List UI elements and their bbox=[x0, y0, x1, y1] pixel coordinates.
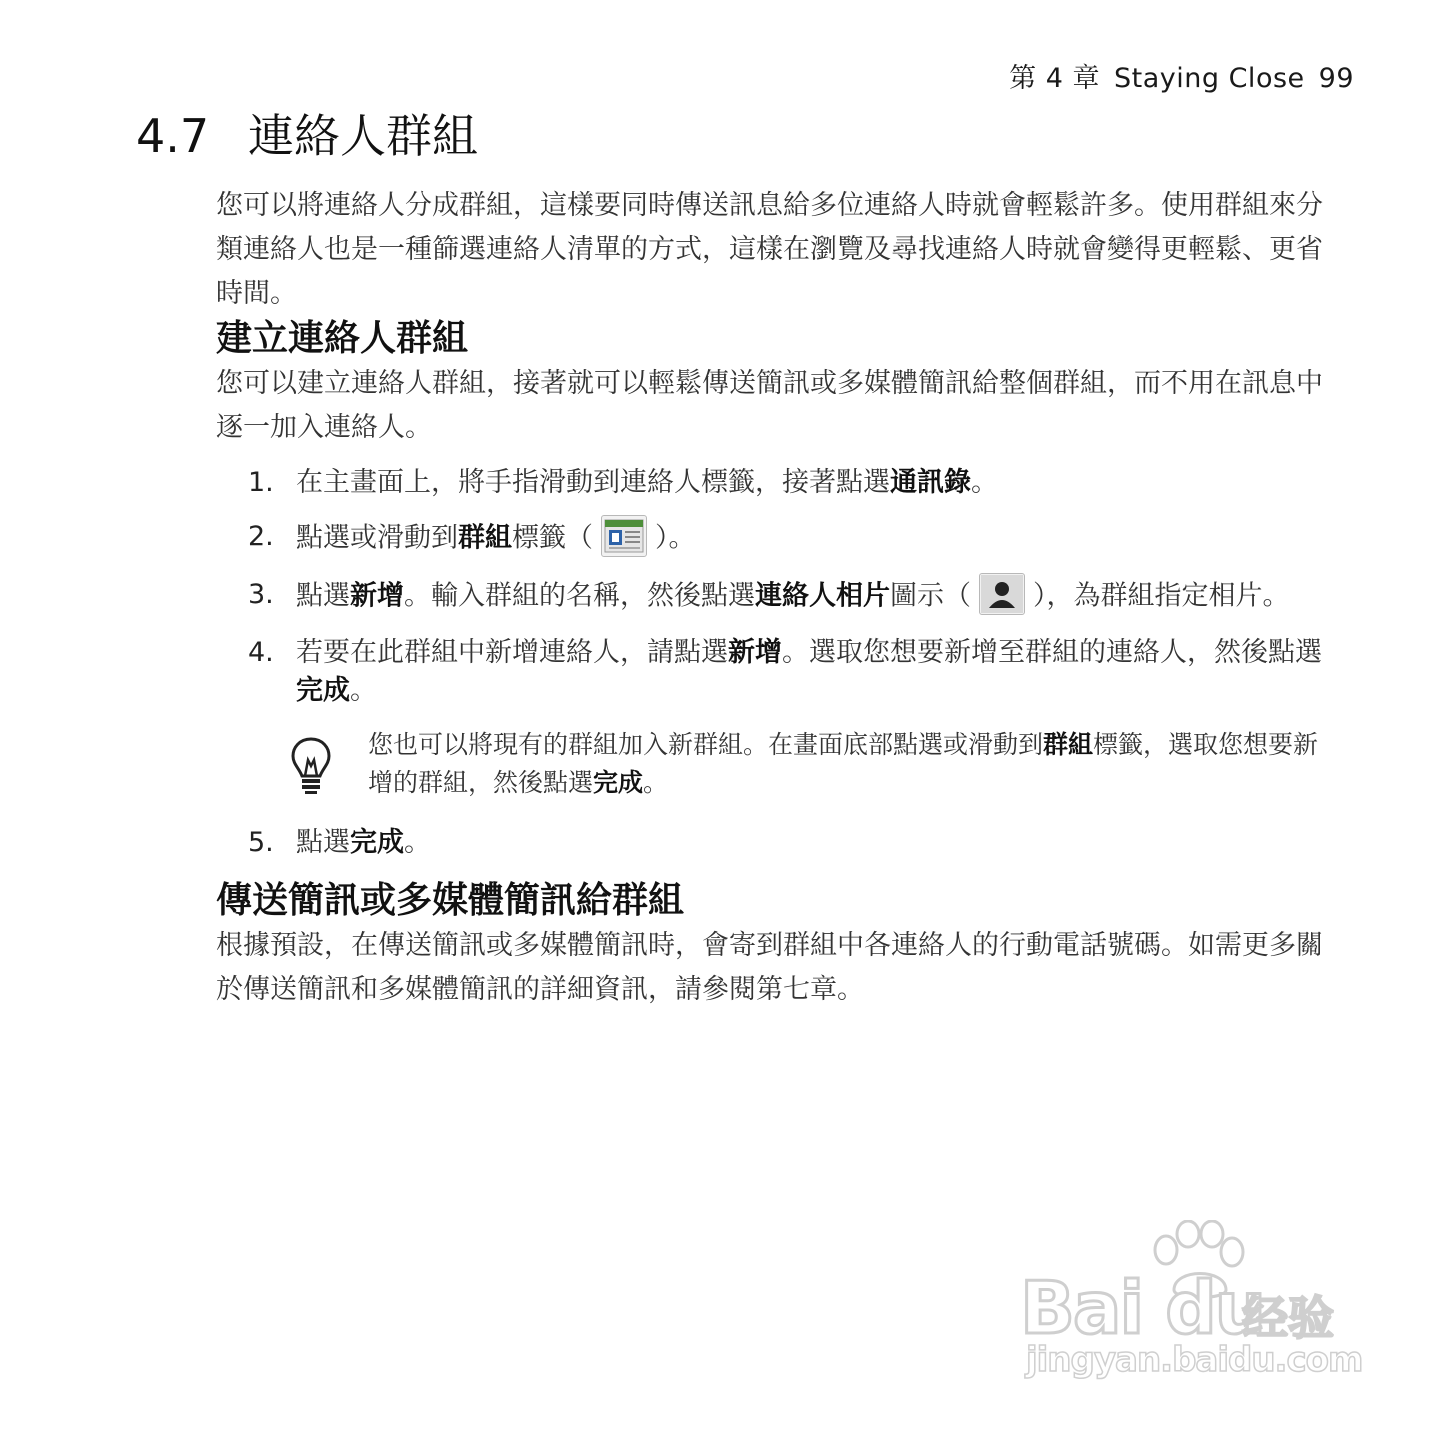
step-text: 點選 bbox=[296, 827, 350, 858]
step-text: 。 bbox=[971, 467, 998, 498]
tip-box bbox=[288, 726, 1332, 802]
step-text: 在主畫面上，將手指滑動到連絡人標籤，接著點選 bbox=[296, 467, 890, 498]
step-1 bbox=[216, 464, 1332, 502]
step-emphasis: 通訊錄 bbox=[890, 467, 971, 498]
lightbulb-tip-icon bbox=[290, 736, 332, 807]
step-text: 。 bbox=[350, 675, 377, 706]
watermark-url: jingyan.baidu.com bbox=[1026, 1340, 1363, 1380]
step-text: 點選或滑動到 bbox=[296, 522, 458, 554]
page-number: 99 bbox=[1318, 63, 1354, 94]
tip-text: 標籤，選取您想要新增的群組，然後點選 bbox=[368, 730, 1319, 797]
watermark-brand-cn: 经验 bbox=[1242, 1291, 1334, 1345]
step-number: 4. bbox=[248, 637, 274, 668]
step-emphasis: 完成 bbox=[296, 675, 350, 706]
step-text: 標籤（ bbox=[512, 522, 593, 554]
section-title-text: 連絡人群組 bbox=[248, 109, 478, 163]
step-2 bbox=[216, 518, 1332, 560]
steps-list-continued bbox=[216, 824, 1332, 862]
chapter-label: 第 4 章 bbox=[1009, 63, 1100, 94]
tip-emphasis: 完成 bbox=[593, 768, 644, 797]
step-text: 若要在此群組中新增連絡人，請點選 bbox=[296, 637, 728, 668]
step-text: 圖示（ bbox=[890, 580, 971, 612]
intro-paragraph: 您可以將連絡人分成群組，這樣要同時傳送訊息給多位連絡人時就會輕鬆許多。使用群組來分類連絡人也是一種篩選連絡人清單的方式，這樣在瀏覽及尋找連絡人時就會變得更輕鬆、更省時間。 bbox=[216, 190, 1323, 309]
step-text: 。選取您想要新增至群組的連絡人，然後點選 bbox=[782, 637, 1322, 668]
tip-emphasis: 群組 bbox=[1043, 730, 1094, 759]
step-4 bbox=[216, 634, 1332, 710]
send-group-heading: 傳送簡訊或多媒體簡訊給群組 bbox=[216, 880, 685, 921]
section-title bbox=[136, 100, 478, 166]
watermark-brand: Bai du bbox=[1020, 1266, 1265, 1350]
step-number: 3. bbox=[248, 579, 274, 610]
step-text: 。輸入群組的名稱，然後點選 bbox=[404, 580, 755, 612]
step-emphasis: 連絡人相片 bbox=[755, 580, 890, 612]
step-emphasis: 完成 bbox=[350, 827, 404, 858]
contact-photo-icon bbox=[979, 573, 1025, 615]
book-title: Staying Close bbox=[1114, 63, 1305, 94]
create-group-intro: 您可以建立連絡人群組，接著就可以輕鬆傳送簡訊或多媒體簡訊給整個群組，而不用在訊息中逐一加入連絡人。 bbox=[216, 368, 1323, 443]
step-number: 2. bbox=[248, 521, 274, 552]
section-number: 4.7 bbox=[136, 109, 210, 163]
step-emphasis: 新增 bbox=[728, 637, 782, 668]
steps-list bbox=[216, 464, 1332, 710]
tip-text: 。 bbox=[643, 768, 669, 797]
step-emphasis: 群組 bbox=[458, 522, 512, 554]
step-text: ），為群組指定相片。 bbox=[1033, 580, 1290, 612]
groups-tab-icon bbox=[601, 515, 647, 557]
step-number: 5. bbox=[248, 827, 274, 858]
send-group-body: 根據預設，在傳送簡訊或多媒體簡訊時，會寄到群組中各連絡人的行動電話號碼。如需更多關於傳送簡訊和多媒體簡訊的詳細資訊，請參閱第七章。 bbox=[216, 930, 1323, 1005]
step-text: 點選 bbox=[296, 580, 350, 612]
page-content bbox=[216, 184, 1332, 1012]
step-number: 1. bbox=[248, 467, 274, 498]
step-text: 。 bbox=[404, 827, 431, 858]
step-emphasis: 新增 bbox=[350, 580, 404, 612]
create-group-heading: 建立連絡人群組 bbox=[216, 318, 469, 359]
tip-text: 您也可以將現有的群組加入新群組。在畫面底部點選或滑動到 bbox=[368, 730, 1044, 759]
baidu-watermark bbox=[1020, 1220, 1363, 1380]
step-3 bbox=[216, 576, 1332, 618]
step-5 bbox=[216, 824, 1332, 862]
running-header bbox=[995, 56, 1354, 95]
step-text: ）。 bbox=[655, 522, 696, 554]
